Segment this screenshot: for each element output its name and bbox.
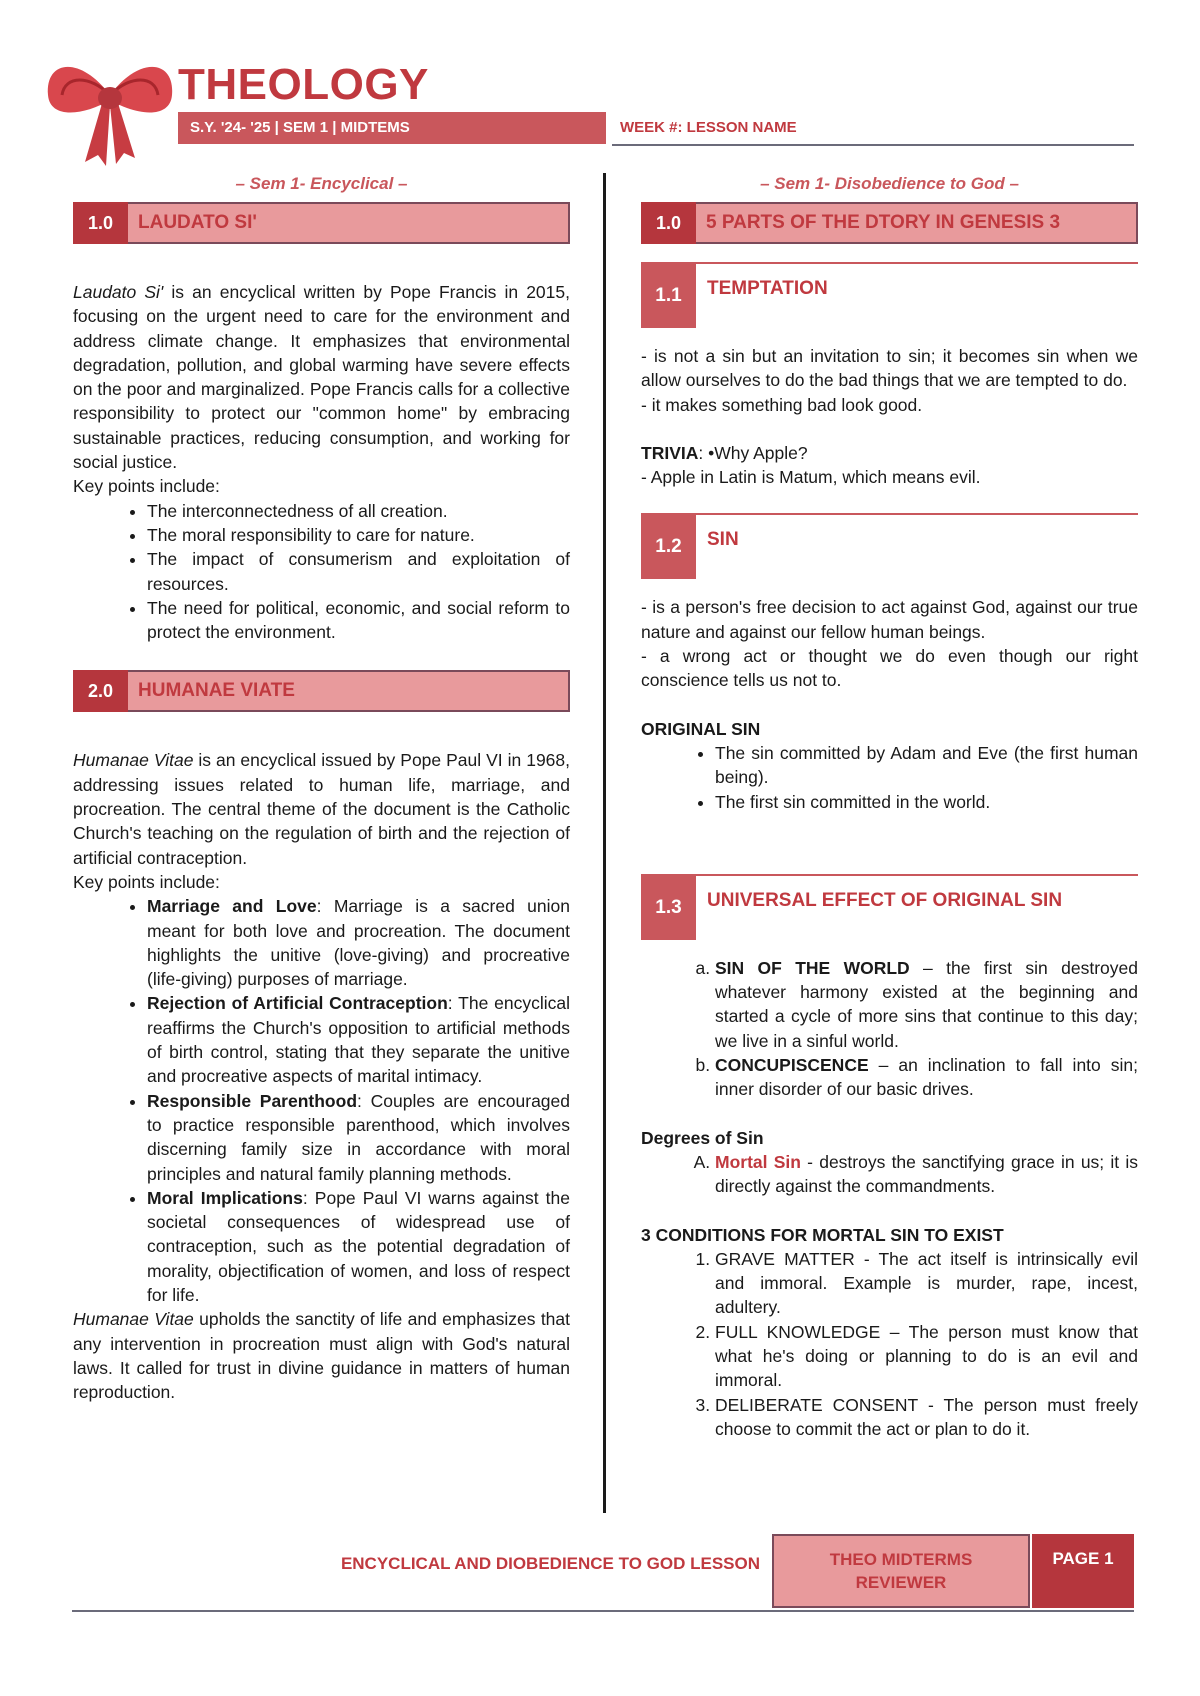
subsection-header-universal-effect xyxy=(641,874,1138,940)
section-number: 1.3 xyxy=(641,876,696,940)
conditions-list xyxy=(641,1247,1138,1441)
bullet-head: Rejection of Artificial Contraception xyxy=(147,993,448,1014)
left-column xyxy=(73,172,570,1404)
italic-title: Laudato Si' xyxy=(73,282,164,302)
item-head: CONCUPISCENCE xyxy=(715,1055,869,1076)
list-item: • The first sin committed in the world. xyxy=(715,790,1138,814)
bullet-text: : The encyclical reaffirms the Church's opposition to artificial methods of birth control, stating that they separate the unitive and procreative aspects of marital intimacy. xyxy=(147,993,570,1087)
laudato-si-paragraph xyxy=(73,280,570,474)
item-text: – an inclination to fall into sin; inner disorder of our basic drives. xyxy=(715,1055,1138,1100)
section-title: TEMPTATION xyxy=(707,278,828,299)
list-item xyxy=(147,1186,570,1307)
section-header-laudato-si xyxy=(73,202,570,244)
degrees-list xyxy=(641,1150,1138,1199)
section-title: SIN xyxy=(707,529,739,551)
sin-line: - is a person's free decision to act against God, against our true nature and against our fellow human beings. xyxy=(641,597,1138,642)
footer-lesson-title: ENCYCLICAL AND DIOBEDIENCE TO GOD LESSON xyxy=(340,1554,760,1573)
red-bow-icon xyxy=(40,50,180,170)
footer-line xyxy=(72,1610,1134,1612)
right-caption: – Sem 1- Disobedience to God – xyxy=(760,174,1019,193)
item-head: SIN OF THE WORLD xyxy=(715,957,910,978)
list-item xyxy=(715,956,1138,1053)
original-sin-label: ORIGINAL SIN xyxy=(641,718,761,739)
list-item xyxy=(147,1089,570,1186)
list-item: • The moral responsibility to care for nature. xyxy=(147,523,570,547)
week-label: WEEK #: LESSON NAME xyxy=(612,112,1134,146)
paragraph-text: upholds the sanctity of life and emphasizes that any intervention in procreation must align with God's natural laws. It called for trust in divine guidance in matters of human reproduction. xyxy=(73,1309,571,1403)
temptation-line: - is not a sin but an invitation to sin; it becomes sin when we allow ourselves to do the bad things that we are tempted to do. xyxy=(641,346,1138,391)
bullet-text: : Couples are encouraged to practice responsible parenthood, which involves discerning family size in accordance with moral principles and natural family planning methods. xyxy=(147,1090,571,1184)
footer-mid-line2: REVIEWER xyxy=(855,1573,947,1592)
italic-title: Humanae Vitae xyxy=(73,1309,194,1330)
list-item xyxy=(147,991,570,1088)
footer-reviewer-box xyxy=(772,1534,1030,1608)
section-title: UNIVERSAL EFFECT OF ORIGINAL SIN xyxy=(707,889,1063,911)
subsection-header-temptation xyxy=(641,262,1138,328)
bullet-text: : Marriage is a sacred union meant for both love and procreation. The document highlights the unitive (love-giving) and procreative (life-giving) purposes of marriage. xyxy=(147,896,570,990)
section-number: 2.0 xyxy=(73,670,128,712)
section-number: 1.2 xyxy=(641,515,696,579)
item-text: - destroys the sanctifying grace in us; it is directly against the commandments. xyxy=(715,1151,1138,1197)
left-caption: – Sem 1- Encyclical – xyxy=(235,174,408,193)
temptation-line: - it makes something bad look good. xyxy=(641,394,923,415)
humanae-vitae-bullets xyxy=(73,894,570,1307)
section-header-humanae-vitae xyxy=(73,670,570,712)
trivia-line: - Apple in Latin is Matum, which means evil. xyxy=(641,467,981,488)
item-text: – the first sin destroyed whatever harmony existed at the beginning and started a cycle of more sins that continue to this day; we live in a sinful world. xyxy=(715,957,1139,1051)
section-number: 1.0 xyxy=(641,202,696,244)
list-item: • The need for political, economic, and social reform to protect the environment. xyxy=(147,596,570,645)
bullet-text: : Pope Paul VI warns against the societal consequences of widespread use of contraception, such as the potential degradation of morality, objectification of women, and loss of respect for life. xyxy=(147,1187,571,1305)
trivia-label: TRIVIA xyxy=(641,442,699,463)
subsection-header-sin xyxy=(641,513,1138,579)
bullet-head: Responsible Parenthood xyxy=(147,1090,358,1111)
list-item: • The sin committed by Adam and Eve (the first human being). xyxy=(715,741,1138,790)
key-points-label: Key points include: xyxy=(73,871,220,892)
page-number: PAGE 1 xyxy=(1032,1534,1134,1608)
column-divider xyxy=(603,173,606,1513)
section-number: 1.0 xyxy=(73,202,128,244)
list-item xyxy=(715,1150,1138,1199)
trivia-text: : •Why Apple? xyxy=(698,442,808,463)
list-item xyxy=(715,1053,1138,1102)
sin-line: - a wrong act or thought we do even though our right conscience tells us not to. xyxy=(641,646,1138,691)
list-item: 2. FULL KNOWLEDGE – The person must know that what he's doing or planning to do is an evil and immoral. xyxy=(715,1320,1138,1393)
list-item xyxy=(147,894,570,991)
page-title: THEOLOGY xyxy=(178,60,429,109)
laudato-si-bullets xyxy=(73,499,570,645)
universal-effect-list xyxy=(641,956,1138,1102)
footer-mid-line1: THEO MIDTERMS xyxy=(829,1550,973,1569)
section-title: HUMANAE VIATE xyxy=(128,670,570,712)
right-column xyxy=(641,172,1138,1441)
subtitle-bar: S.Y. '24- '25 | SEM 1 | MIDTEMS xyxy=(178,112,606,144)
section-number: 1.1 xyxy=(641,264,696,328)
italic-title: Humanae Vitae xyxy=(73,750,194,771)
list-item: 3. DELIBERATE CONSENT - The person must freely choose to commit the act or plan to do it. xyxy=(715,1393,1138,1442)
list-item: • The impact of consumerism and exploitation of resources. xyxy=(147,547,570,596)
bullet-head: Marriage and Love xyxy=(147,896,317,917)
paragraph-text: is an encyclical issued by Pope Paul VI in 1968, addressing issues related to human life, marriage, and procreation. The central theme of the document is the Catholic Church's teaching on the regulation of birth and the rejection of artificial contraception. xyxy=(73,750,570,868)
degrees-label: Degrees of Sin xyxy=(641,1127,764,1148)
key-points-label: Key points include: xyxy=(73,476,220,497)
humanae-vitae-paragraph xyxy=(73,748,570,869)
list-item: • The interconnectedness of all creation. xyxy=(147,499,570,523)
list-item: 1. GRAVE MATTER - The act itself is intrinsically evil and immoral. Example is murder, rape, incest, adultery. xyxy=(715,1247,1138,1320)
original-sin-bullets xyxy=(641,741,1138,814)
mortal-sin-head: Mortal Sin xyxy=(715,1151,801,1172)
humanae-vitae-closing xyxy=(73,1307,570,1404)
paragraph-text: is an encyclical written by Pope Francis in 2015, focusing on the urgent need to care for the environment and address climate change. It emphasizes that environmental degradation, pollution, and global warming have severe effects on the poor and marginalized. Pope Francis calls for a collective responsibility to protect our "common home" by embracing sustainable practices, reducing consumption, and working for social justice. xyxy=(73,282,570,473)
bullet-head: Moral Implications xyxy=(147,1187,303,1208)
section-title: 5 PARTS OF THE DTORY IN GENESIS 3 xyxy=(696,202,1138,244)
section-title: LAUDATO SI' xyxy=(128,202,570,244)
section-header-genesis xyxy=(641,202,1138,244)
conditions-label: 3 CONDITIONS FOR MORTAL SIN TO EXIST xyxy=(641,1224,1004,1245)
trivia xyxy=(641,441,1138,465)
